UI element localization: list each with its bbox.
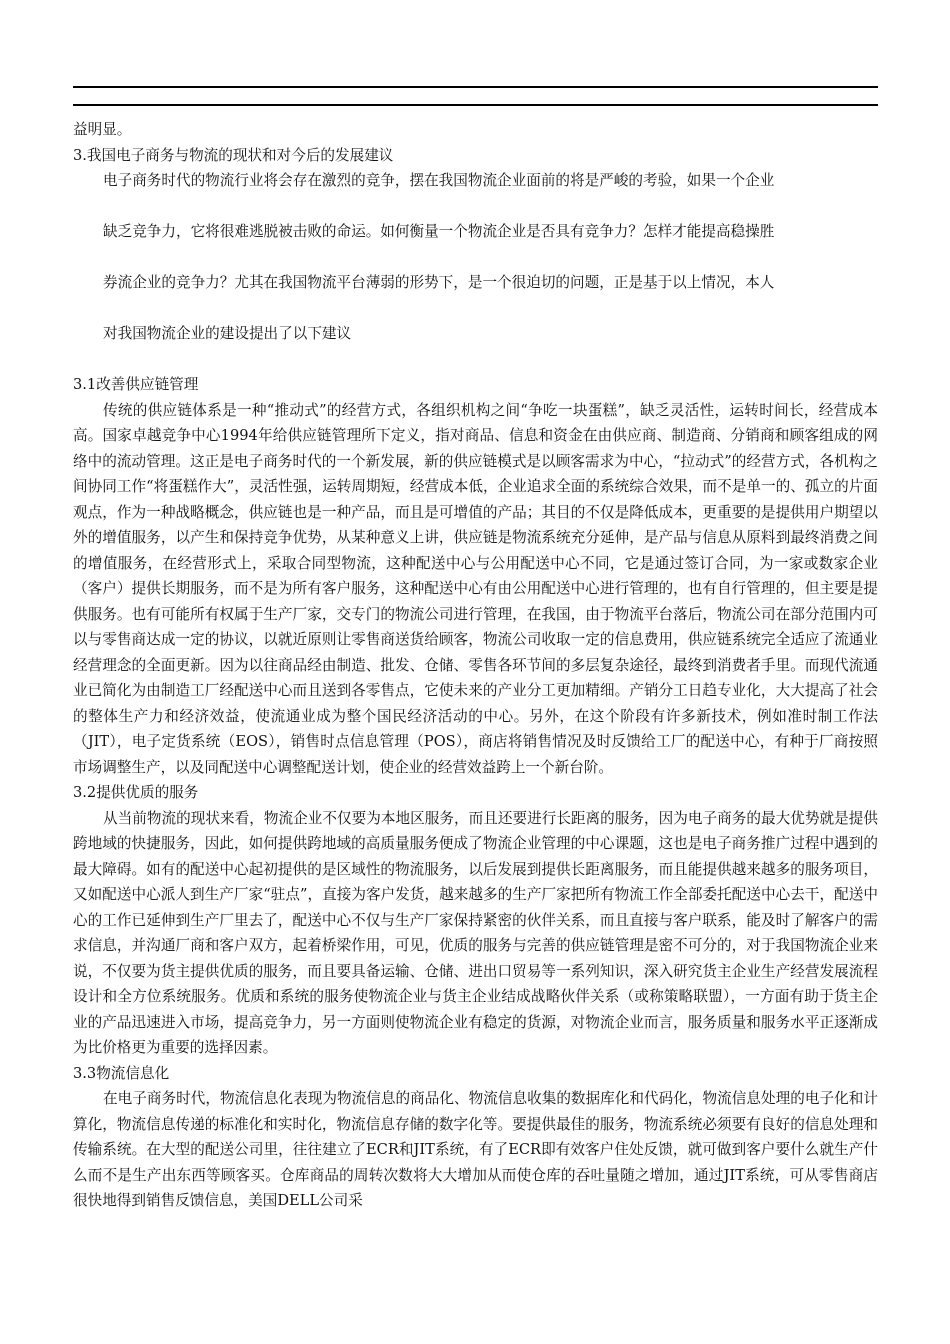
document-body [73, 117, 878, 1214]
section-3-3-title: 3.3物流信息化 [73, 1064, 170, 1082]
section-3-line: 电子商务时代的物流行业将会存在激烈的竞争，摆在我国物流企业面前的将是严峻的考验，如果一个企业 [103, 172, 775, 189]
section-3-1-text: 传统的供应链体系是一种“推动式”的经营方式，各组织机构之间“争吃一块蛋糕”，缺乏灵活性，运转时间长，经营成本高。国家卓越竞争中心1994年给供应链管理所下定义，指对商品、信息和资金在由供应商、制造商、分销商和顾客组成的网络中的流动管理。这正是电子商务时代的一个新发展，新的供应链模式是以顾客需求为中心，“拉动式”的经营方式，各机构之间协同工作“将蛋糕作大”，灵活性强，运转周期短，经营成本低，企业追求全面的系统综合效果，而不是单一的、孤立的片面观点，作为一种战略概念，供应链也是一种产品，而且是可增值的产品；其目的不仅是降低成本，更重要的是提供用户期望以外的增值服务，以产生和保持竞争优势，从某种意义上讲，供应链是物流系统充分延伸，是产品与信息从原料到最终消费之间的增值服务，在经营形式上，采取合同型物流，这种配送中心与公用配送中心不同，它是通过签订合同，为一家或数家企业（客户）提供长期服务，而不是为所有客户服务，这种配送中心有由公用配送中心进行管理的，也有自行管理的，但主要是提供服务。也有可能所有权属于生产厂家，交专门的物流公司进行管理，在我国，由于物流平台落后，物流公司在部分范围内可以与零售商达成一定的协议，以就近原则让零售商送货给顾客，物流公司收取一定的信息费用，供应链系统完全适应了流通业经营理念的全面更新。因为以往商品经由制造、批发、仓储、零售各环节间的多层复杂途径，最终到消费者手里。而现代流通业已简化为由制造工厂经配送中心而且送到各零售点，它使未来的产业分工更加精细。产销分工日趋专业化，大大提高了社会的整体生产力和经济效益，使流通业成为整个国民经济活动的中心。另外，在这个阶段有许多新技术，例如准时制工作法（JIT），电子定货系统（EOS），销售时点信息管理（POS），商店将销售情况及时反馈给工厂的配送中心，有种于厂商按照市场调整生产，以及同配送中心调整配送计划，使企业的经营效益跨上一个新台阶。 [73, 401, 878, 776]
continuation-text: 益明显。 [73, 121, 132, 138]
section-3-line: 缺乏竞争力，它将很难逃脱被击败的命运。如何衡量一个物流企业是否具有竞争力？怎样才能提高稳操胜 [103, 223, 775, 240]
section-3-line: 对我国物流企业的建设提出了以下建议 [103, 325, 352, 342]
header-rule [73, 86, 878, 88]
section-3-1-title: 3.1改善供应链管理 [73, 376, 199, 393]
header-rule-second [73, 104, 878, 106]
section-3-intro [73, 168, 878, 347]
section-3-line: 券流企业的竞争力？尤其在我国物流平台薄弱的形势下，是一个很迫切的问题，正是基于以上情况，本人 [103, 274, 775, 291]
section-3-3-text: 在电子商务时代，物流信息化表现为物流信息的商品化、物流信息收集的数据库化和代码化，物流信息处理的电子化和计算化，物流信息传递的标准化和实时化，物流信息存储的数字化等。要提供最佳的服务，物流系统必须要有良好的信息处理和传输系统。在大型的配送公司里，往往建立了ECR和JIT系统，有了ECR即有效客户住处反馈，就可做到客户要什么就生产什么而不是生产出东西等顾客买。仓库商品的周转次数将大大增加从而使仓库的吞吐量随之增加，通过JIT系统，可从零售商店很快地得到销售反馈信息，美国DELL公司采 [73, 1090, 878, 1209]
section-3-2-text: 从当前物流的现状来看，物流企业不仅要为本地区服务，而且还要进行长距离的服务，因为电子商务的最大优势就是提供跨地域的快捷服务，因此，如何提供跨地域的高质量服务便成了物流企业管理的中心课题，这也是电子商务推广过程中遇到的最大障碍。如有的配送中心起初提供的是区域性的物流服务，以后发展到提供长距离服务，而且能提供越来越多的服务项目，又如配送中心派人到生产厂家“驻点”，直接为客户发货，越来越多的生产厂家把所有物流工作全部委托配送中心去干，配送中心的工作已延伸到生产厂里去了，配送中心不仅与生产厂家保持紧密的伙伴关系，而且直接与客户联系，能及时了解客户的需求信息，并沟通厂商和客户双方，起着桥梁作用，可见，优质的服务与完善的供应链管理是密不可分的，对于我国物流企业来说，不仅要为货主提供优质的服务，而且要具备运输、仓储、进出口贸易等一系列知识，深入研究货主企业生产经营发展流程设计和全方位系统服务。优质和系统的服务使物流企业与货主企业结成战略伙伴关系（或称策略联盟），一方面有助于货主企业的产品迅速进入市场，提高竞争力，另一方面则使物流企业有稳定的货源，对物流企业而言，服务质量和服务水平正逐渐成为比价格更为重要的选择因素。 [73, 809, 878, 1056]
section-3-2-title: 3.2提供优质的服务 [73, 784, 199, 801]
section-3-title: 3.我国电子商务与物流的现状和对今后的发展建议 [73, 146, 394, 164]
